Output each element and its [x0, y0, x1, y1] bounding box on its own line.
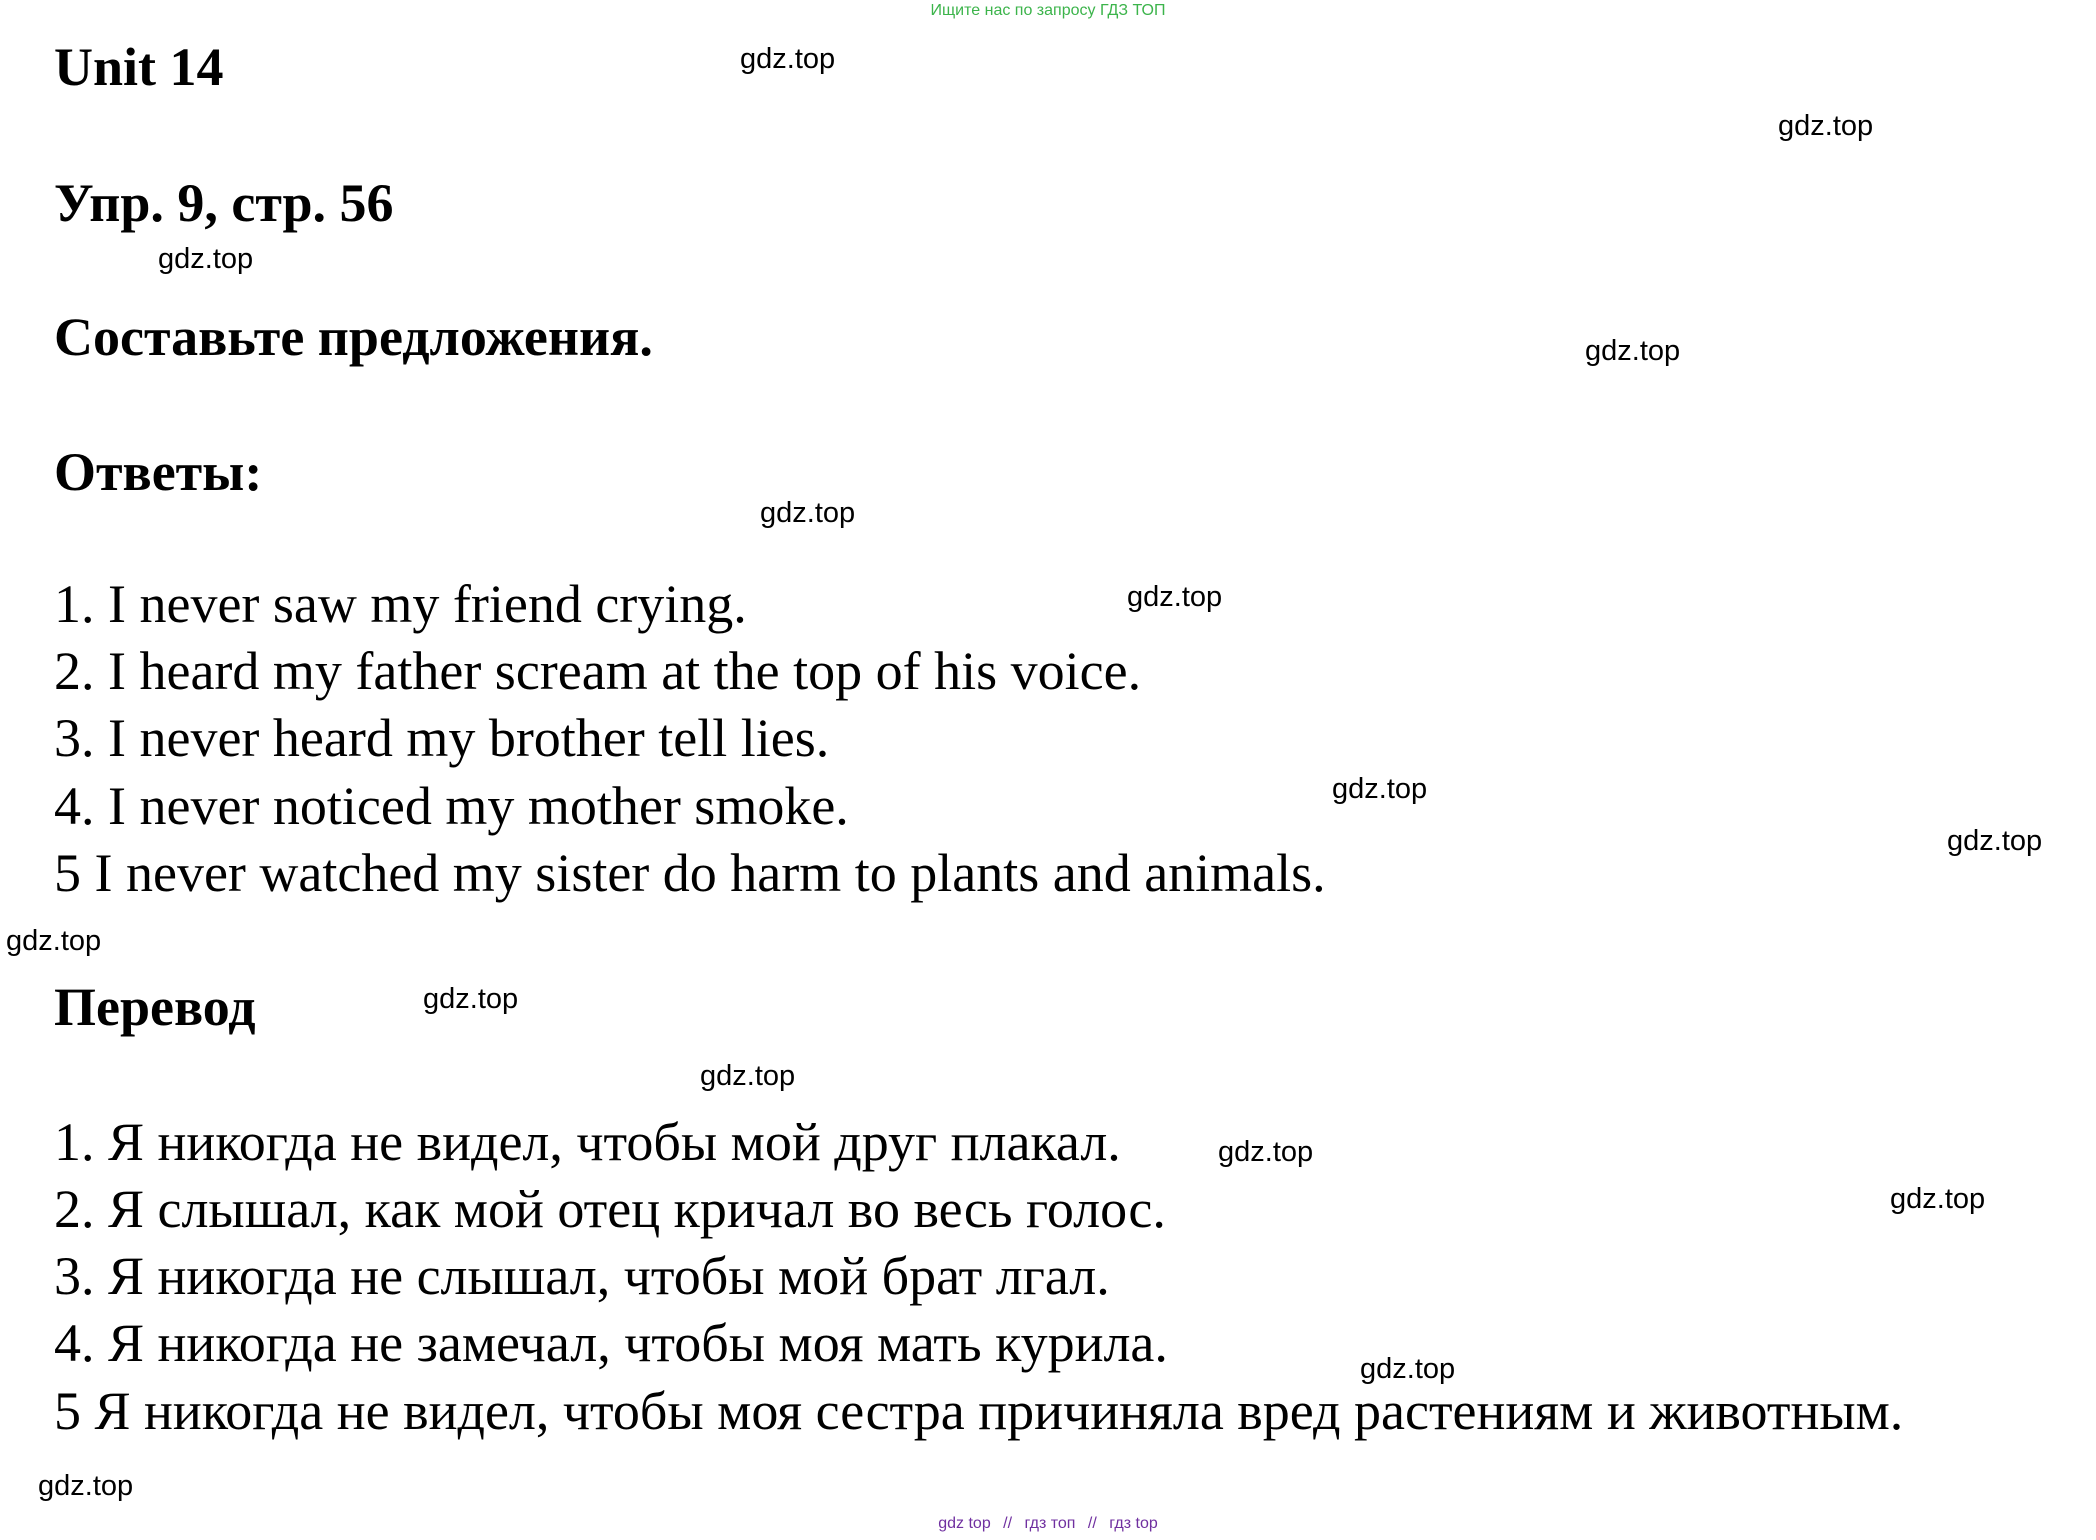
watermark: gdz.top	[1778, 110, 1874, 142]
exercise-title: Упр. 9, стр. 56	[54, 173, 394, 233]
watermark: gdz.top	[1127, 581, 1223, 613]
top-banner: Ищите нас по запросу ГДЗ ТОП	[930, 2, 1166, 19]
unit-title: Unit 14	[54, 37, 224, 97]
answer-line: 3. I never heard my brother tell lies.	[54, 708, 830, 768]
watermark: gdz.top	[760, 497, 856, 529]
watermark: gdz.top	[38, 1470, 134, 1502]
bottom-banner-separator: //	[1003, 1515, 1013, 1532]
watermark: gdz.top	[1218, 1136, 1314, 1168]
translation-line: 4. Я никогда не замечал, чтобы моя мать курила.	[54, 1313, 1168, 1373]
translation-line: 5 Я никогда не видел, чтобы моя сестра причиняла вред растениям и животным.	[54, 1381, 1904, 1441]
watermark: gdz.top	[700, 1060, 796, 1092]
bottom-banner-part: гдз top	[1109, 1515, 1158, 1532]
answer-line: 5 I never watched my sister do harm to plants and animals.	[54, 843, 1326, 903]
translation-heading: Перевод	[54, 977, 256, 1037]
bottom-banner-part: гдз топ	[1024, 1515, 1076, 1532]
answer-line: 2. I heard my father scream at the top of his voice.	[54, 641, 1142, 701]
watermark: gdz.top	[1585, 335, 1681, 367]
watermark: gdz.top	[1332, 773, 1428, 805]
bottom-banner	[0, 1515, 2096, 1533]
translation-line: 1. Я никогда не видел, чтобы мой друг плакал.	[54, 1112, 1121, 1172]
task-text: Составьте предложения.	[54, 307, 653, 367]
watermark: gdz.top	[1890, 1183, 1986, 1215]
watermark: gdz.top	[158, 243, 254, 275]
answer-line: 1. I never saw my friend crying.	[54, 574, 747, 634]
watermark: gdz.top	[1360, 1353, 1456, 1385]
watermark: gdz.top	[1947, 825, 2043, 857]
answer-line: 4. I never noticed my mother smoke.	[54, 776, 849, 836]
watermark: gdz.top	[740, 43, 836, 75]
answers-heading: Ответы:	[54, 442, 263, 502]
watermark: gdz.top	[6, 925, 102, 957]
bottom-banner-part: gdz top	[938, 1515, 991, 1532]
translation-line: 2. Я слышал, как мой отец кричал во весь голос.	[54, 1179, 1166, 1239]
bottom-banner-separator: //	[1087, 1515, 1097, 1532]
translation-line: 3. Я никогда не слышал, чтобы мой брат лгал.	[54, 1246, 1110, 1306]
watermark: gdz.top	[423, 983, 519, 1015]
